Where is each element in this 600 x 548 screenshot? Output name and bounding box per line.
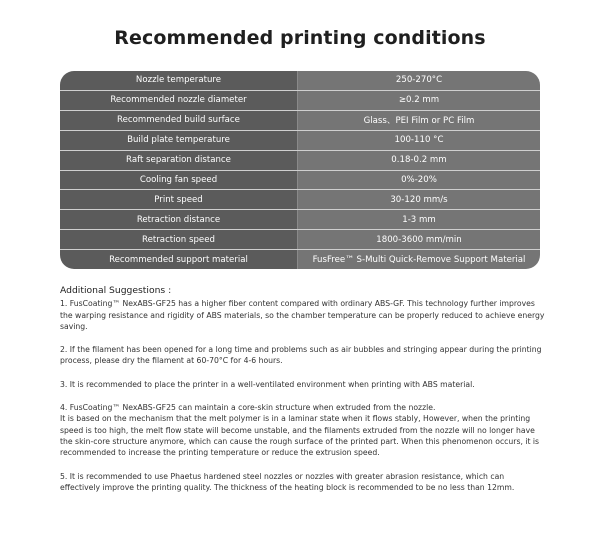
suggestion-text: 5. It is recommended to use Phaetus hardened steel nozzles or nozzles with greater abrasion resistance, which can effectively improve the printing quality. The thickness of the heating block is recommended to be no less than 12mm.	[60, 471, 515, 492]
additional-suggestions	[60, 285, 546, 505]
suggestions-heading: Additional Suggestions :	[60, 285, 172, 296]
table-row	[60, 71, 540, 91]
row-label: Recommended build surface	[60, 111, 297, 130]
table-row	[60, 151, 540, 171]
page-title: Recommended printing conditions	[114, 27, 486, 49]
table-row	[60, 91, 540, 111]
row-value: 1-3 mm	[297, 210, 540, 229]
row-label: Build plate temperature	[60, 131, 297, 150]
row-label: Recommended nozzle diameter	[60, 91, 297, 110]
table-row	[60, 171, 540, 191]
table-row	[60, 250, 540, 269]
suggestion-text: 1. FusCoating™ NexABS-GF25 has a higher fiber content compared with ordinary ABS-GF. This technology further improves the warping resistance and rigidity of ABS materials, so the chamber temperature can be properly reduced to achieve energy saving.	[60, 299, 545, 331]
suggestion-item	[60, 298, 546, 332]
suggestion-item	[60, 471, 546, 494]
row-value: 250-270°C	[297, 71, 540, 90]
suggestion-item	[60, 379, 546, 390]
row-value: 30-120 mm/s	[297, 190, 540, 209]
suggestion-text: 4. FusCoating™ NexABS-GF25 can maintain a core-skin structure when extruded from the nozzle.	[60, 403, 436, 413]
row-value: 1800-3600 mm/min	[297, 230, 540, 249]
suggestion-item	[60, 402, 546, 458]
row-value: 0.18-0.2 mm	[297, 151, 540, 170]
table-row	[60, 210, 540, 230]
row-label: Cooling fan speed	[60, 171, 297, 190]
table-row	[60, 190, 540, 210]
row-value: 100-110 °C	[297, 131, 540, 150]
table-row	[60, 111, 540, 131]
suggestion-text: 2. If the filament has been opened for a long time and problems such as air bubbles and stringing appear during the printing process, please dry the filament at 60-70°C for 4-6 hours.	[60, 345, 542, 366]
table-row	[60, 131, 540, 151]
suggestion-item	[60, 344, 546, 367]
suggestion-text: 3. It is recommended to place the printer in a well-ventilated environment when printing with ABS material.	[60, 379, 475, 389]
row-label: Raft separation distance	[60, 151, 297, 170]
row-label: Retraction speed	[60, 230, 297, 249]
row-label: Retraction distance	[60, 210, 297, 229]
row-value: 0%-20%	[297, 171, 540, 190]
row-label: Nozzle temperature	[60, 71, 297, 90]
row-label: Recommended support material	[60, 250, 297, 269]
row-value: ≥0.2 mm	[297, 91, 540, 110]
row-value: FusFree™ S-Multi Quick-Remove Support Material	[297, 250, 540, 269]
printing-conditions-table	[60, 71, 540, 269]
table-row	[60, 230, 540, 250]
row-value: Glass、PEI Film or PC Film	[297, 111, 540, 130]
suggestion-text: It is based on the mechanism that the melt polymer is in a laminar state when it flows stably, However, when the printing speed is too high, the melt flow state will become unstable, and the filaments extruded from the nozzle will no longer have the skin-core structure anymore, which can cause the rough surface of the printed part. When this phenomenon occurs, it is recommended to increase the printing temperature or reduce the extrusion speed.	[60, 414, 540, 458]
row-label: Print speed	[60, 190, 297, 209]
